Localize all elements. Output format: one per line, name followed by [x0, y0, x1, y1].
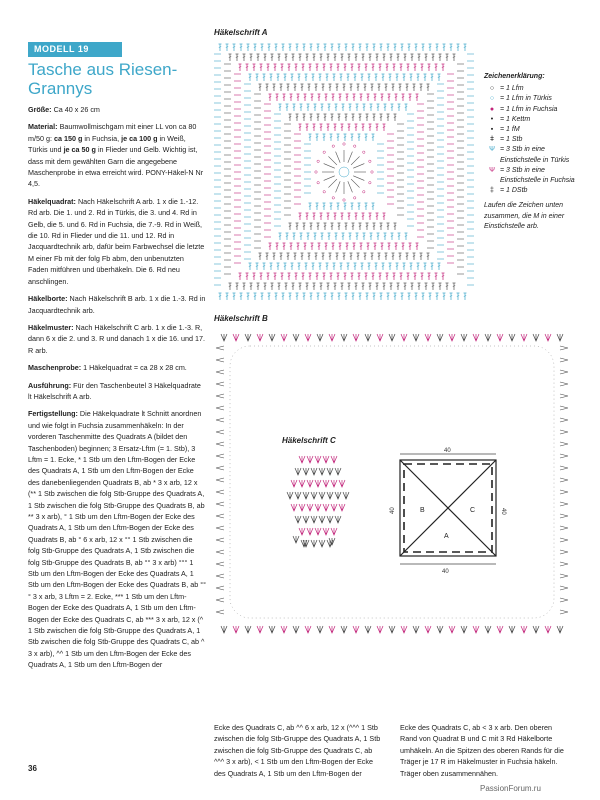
- chart-c-stitches: [287, 456, 349, 547]
- watermark: PassionForum.ru: [480, 784, 541, 793]
- page-number: 36: [28, 764, 37, 773]
- chain-stitch-icon: ○: [489, 85, 495, 93]
- legend-title: Zeichenerklärung:: [484, 73, 545, 80]
- chain-stitch-tuerkis-icon: ○: [489, 95, 495, 103]
- legend-item: Ψ = 3 Stb in eine Einstichstelle in Fuchsia: [484, 166, 584, 186]
- legend-item: ○ = 1 Lfm: [484, 84, 584, 94]
- section-a-label: A: [444, 533, 449, 540]
- legend-note: Laufen die Zeichen unten zusammen, die M in einer Einstichstelle arb.: [484, 202, 565, 230]
- dim-label-top: 40: [444, 448, 451, 454]
- section-c-label: C: [470, 507, 476, 514]
- legend-item: ● = 1 Lfm in Fuchsia: [484, 105, 584, 115]
- slip-stitch-icon: •: [490, 115, 494, 123]
- legend-item: ǂ = 1 Stb: [484, 135, 584, 145]
- double-crochet-icon: ǂ: [489, 136, 495, 144]
- legend-item: ▪ = 1 fM: [484, 125, 584, 135]
- bottom-column-middle: Ecke des Quadrats C, ab ^^ 6 x arb, 12 x (^^^ 1 Stb zwischen die folg Stb-Gruppe des Quadrats A, 1 Stb zwischen die folg Stb-Gruppe des Quadrats C, ab ^^^ 3 x arb), < 1 Stb um den Lftm-Bogen der Ecke des Quadrats A, 1 Stb um den Lftm-Bogen der: [214, 723, 381, 778]
- chart-b-label: Häkelschrift B: [214, 314, 268, 323]
- chart-a-label: Häkelschrift A: [214, 28, 268, 37]
- legend-item: ‡ = 1 DStb: [484, 186, 584, 196]
- single-crochet-icon: ▪: [490, 126, 494, 134]
- chain-stitch-fuchsia-icon: ●: [489, 105, 495, 113]
- fertigstellung-paragraph: Fertigstellung: Die Häkelquadrate lt Schnitt anordnen und wie folgt in Fuchsia zusammenhäkeln: In der vorderen Taschenmitte des Quadrats A (bildet den Taschenboden) beginnen; 3 Ersatz-Lftm (= 1. Stb), 3 Lftm = 1. Ecke, * 1 Stb um den Lftm-Bogen der Ecke des Quadrats A, 1 Stb um den Lftm-Bogen der Ecke des danebenliegenden Quadrats B, ab * 3 x arb, 12 x (** 1 Stb zwischen die folg Stb-Gruppe des Quadrats A, 1 Stb zwischen die folg Stb-Gruppe des Quadrats B, ab ** 3 x arb), ° 1 Stb um den Lftm-Bogen der Ecke des Quadrats A, 1 Stb um den Lftm-Bogen der Ecke des Quadrats B, ab ° 6 x arb, 12 x °° 1 Stb zwischen die folg Stb-Gruppe des Quadrats A, 1 Stb zwischen die folg Stb-Gruppe des Quadrats B, ab °° 3 x arb) °°° 1 Stb um den Lftm-Bogen der Ecke des Quadrats A, 1 Stb um den Lftm-Bogen der Ecke des Quadrats B, ab °°° 3 x arb, 3 Lftm = 2. Ecke, *** 1 Stb um den Lftm-Bogen der Ecke des Quadrats A, 1 Stb um den Lftm-Bogen der Ecke des Quadrats C, ab *** 3 x arb, 12 x (^ 1 Stb zwischen die folg Stb-Gruppe des Quadrats A, 1 Stb zwischen die folg Stb-Gruppe des Quadrats C, ab ^ 3 x arb), ^^ 1 Stb um den Lftm-Bogen der Ecke des Quadrats A, 1 Stb um den Lftm-Bogen der: [28, 409, 206, 670]
- bag-schematic: [390, 448, 506, 575]
- chart-a-diagram: [210, 40, 482, 304]
- model-badge: MODELL 19: [28, 42, 122, 57]
- legend-item: ○ = 1 Lfm in Türkis: [484, 94, 584, 104]
- size-paragraph: Größe: Ca 40 x 26 cm: [28, 105, 100, 114]
- chart-c-label: Häkelschrift C: [282, 436, 336, 445]
- legend-item: • = 1 Kettm: [484, 115, 584, 125]
- ausfuehrung-paragraph: Ausführung: Für den Taschenbeutel 3 Häkelquadrate lt Häkelschrift A arb.: [28, 380, 201, 401]
- material-paragraph: Material: Baumwollmischgarn mit einer LL von ca 80 m/50 g: ca 150 g in Fuchsia, je ca 100 g in Weiß, Türkis und je ca 50 g in Flieder und Gelb. Wichtig ist, dass mit dem gewählten Garn die angegebene Maschenprobe in etwa erreicht wird. PONY-Häkel-N Nr 4,5.: [28, 122, 204, 189]
- page-title: Tasche aus Riesen-Grannys: [28, 60, 178, 98]
- quadrat-paragraph: Häkelquadrat: Nach Häkelschrift A arb. 1 x die 1.-12. Rd arb. Die 1. und 2. Rd in Türkis, die 3. und 4. Rd in Gelb, die 5. und 6. Rd in Fuchsia, die 7.-9. Rd in Weiß, die 10. Rd in Flieder und die 11. und 12. Rd in Jacquardtechnik arb, dafür beim Farbwechsel die letzte M einer Fb mit der folg Fb abm, den unbenutzten Faden mitführen und überhäkeln. Die 6. Rd neu anschlingen.: [28, 196, 205, 286]
- legend-item: Ψ = 3 Stb in eine Einstichstelle in Türkis: [484, 145, 584, 165]
- dim-label-left: 40: [390, 507, 396, 514]
- cluster-tuerkis-icon: Ψ: [489, 146, 495, 154]
- chart-a-stitches: [214, 44, 474, 300]
- muster-paragraph: Häkelmuster: Nach Häkelschrift C arb. 1 x die 1.-3. R, dann 6 x die 2. und 3. R und danach 1 x die 16. und 17. R arb.: [28, 322, 206, 355]
- legend: [484, 72, 584, 232]
- bottom-column-right: Ecke des Quadrats C, ab < 3 x arb. Den oberen Rand von Quadrat B und C mit 3 Rd Häkelborte umhäkeln. An die Spitzen des oberen Rands für die Träger je 17 R im Häkelmuster in Fuchsia häkeln. Träger oben zusammennähen.: [400, 723, 564, 778]
- treble-crochet-icon: ‡: [490, 187, 494, 195]
- chart-b-stitches: [216, 334, 568, 633]
- borte-paragraph: Häkelborte: Nach Häkelschrift B arb. 1 x die 1.-3. Rd in Jacquardtechnik arb.: [28, 294, 206, 315]
- dim-label-bottom: 40: [442, 569, 449, 575]
- section-b-label: B: [420, 507, 425, 514]
- chart-b-diagram: [212, 326, 592, 718]
- probe-paragraph: Maschenprobe: 1 Häkelquadrat = ca 28 x 28 cm.: [28, 363, 187, 373]
- instructions-column: [28, 104, 206, 677]
- cluster-fuchsia-icon: Ψ: [489, 166, 495, 174]
- dim-label-right: 40: [500, 508, 506, 515]
